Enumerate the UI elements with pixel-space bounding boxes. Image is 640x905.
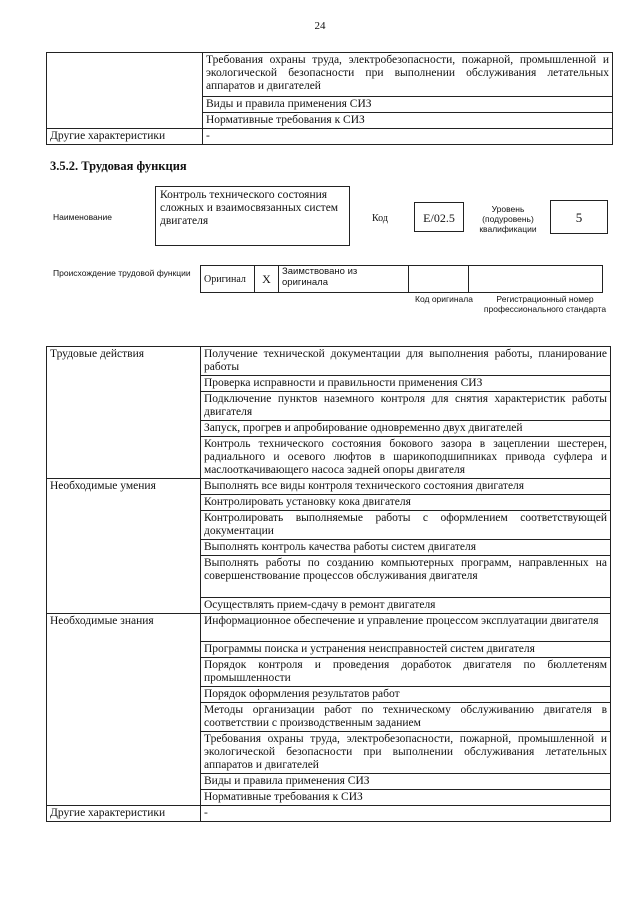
table-cell: Программы поиска и устранения неисправностей систем двигателя xyxy=(201,642,611,658)
table-cell: Требования охраны труда, электробезопасности, пожарной, промышленной и экологической безопасности при выполнении обслуживания летательных аппаратов и двигателей xyxy=(201,732,611,774)
row-label: Другие характеристики xyxy=(47,806,201,822)
page-number: 24 xyxy=(314,20,326,32)
table-cell: Подключение пунктов наземного контроля для снятия характеристик работы двигателя xyxy=(201,392,611,421)
code-label: Код xyxy=(372,213,388,224)
code-original-caption: Код оригинала xyxy=(415,294,473,304)
table-cell: Виды и правила применения СИЗ xyxy=(201,774,611,790)
table-cell: Осуществлять прием-сдачу в ремонт двигателя xyxy=(201,598,611,614)
level-label: Уровень (подуровень) квалификации xyxy=(479,204,537,234)
table-cell: Порядок контроля и проведения доработок двигателя по бюллетеням промышленности xyxy=(201,658,611,687)
name-label: Наименование xyxy=(53,212,112,222)
row-label: Необходимые умения xyxy=(47,479,201,614)
section-heading: 3.5.2. Трудовая функция xyxy=(50,159,187,173)
table-cell: Проверка исправности и правильности применения СИЗ xyxy=(201,376,611,392)
empty-label-cell xyxy=(47,53,203,129)
row-label: Другие характеристики xyxy=(47,129,203,145)
code-original-cell xyxy=(409,266,469,293)
level-value-box: 5 xyxy=(550,200,608,234)
original-label: Оригинал xyxy=(201,266,255,293)
table-cell: Виды и правила применения СИЗ xyxy=(203,97,613,113)
table-cell: Выполнять все виды контроля технического состояния двигателя xyxy=(201,479,611,495)
labor-function-table xyxy=(46,346,611,822)
row-label: Трудовые действия xyxy=(47,347,201,479)
origin-label: Происхождение трудовой функции xyxy=(53,268,191,278)
table-cell: Контролировать установку кока двигателя xyxy=(201,495,611,511)
table-cell: Требования охраны труда, электробезопасности, пожарной, промышленной и экологической безопасности при выполнении обслуживания летательных аппаратов и двигателей xyxy=(203,53,613,97)
table-cell: - xyxy=(203,129,613,145)
table-cell: Выполнять контроль качества работы систем двигателя xyxy=(201,540,611,556)
table-cell: Методы организации работ по техническому обслуживанию двигателя в соответствии с производственным заданием xyxy=(201,703,611,732)
row-label: Необходимые знания xyxy=(47,614,201,806)
table-cell: Контролировать выполняемые работы с оформлением соответствующей документации xyxy=(201,511,611,540)
function-name-box: Контроль технического состояния сложных и взаимосвязанных систем двигателя xyxy=(155,186,350,246)
reg-number-caption: Регистрационный номер профессионального стандарта xyxy=(483,294,607,314)
code-value-box: E/02.5 xyxy=(414,202,464,232)
table-cell: Выполнять работы по созданию компьютерных программ, направленных на совершенствование процессов обслуживания двигателя xyxy=(201,556,611,598)
table-cell: Информационное обеспечение и управление процессом эксплуатации двигателя xyxy=(201,614,611,642)
table-cell: Порядок оформления результатов работ xyxy=(201,687,611,703)
table-cell: - xyxy=(201,806,611,822)
origin-table xyxy=(200,265,603,293)
table-cell: Нормативные требования к СИЗ xyxy=(201,790,611,806)
table-cell: Нормативные требования к СИЗ xyxy=(203,113,613,129)
table-cell: Контроль технического состояния бокового зазора в зацеплении шестерен, радиального и осевого люфтов в шарикоподшипниках привода суфлера и маслооткачивающего насоса задней опоры двигателя xyxy=(201,437,611,479)
reg-number-cell xyxy=(469,266,603,293)
borrowed-label: Заимствовано из оригинала xyxy=(279,266,409,293)
table-cell: Получение технической документации для выполнения работы, планирование работы xyxy=(201,347,611,376)
table-cell: Запуск, прогрев и апробирование одновременно двух двигателей xyxy=(201,421,611,437)
top-continuation-table xyxy=(46,52,613,145)
original-mark: X xyxy=(255,266,279,293)
